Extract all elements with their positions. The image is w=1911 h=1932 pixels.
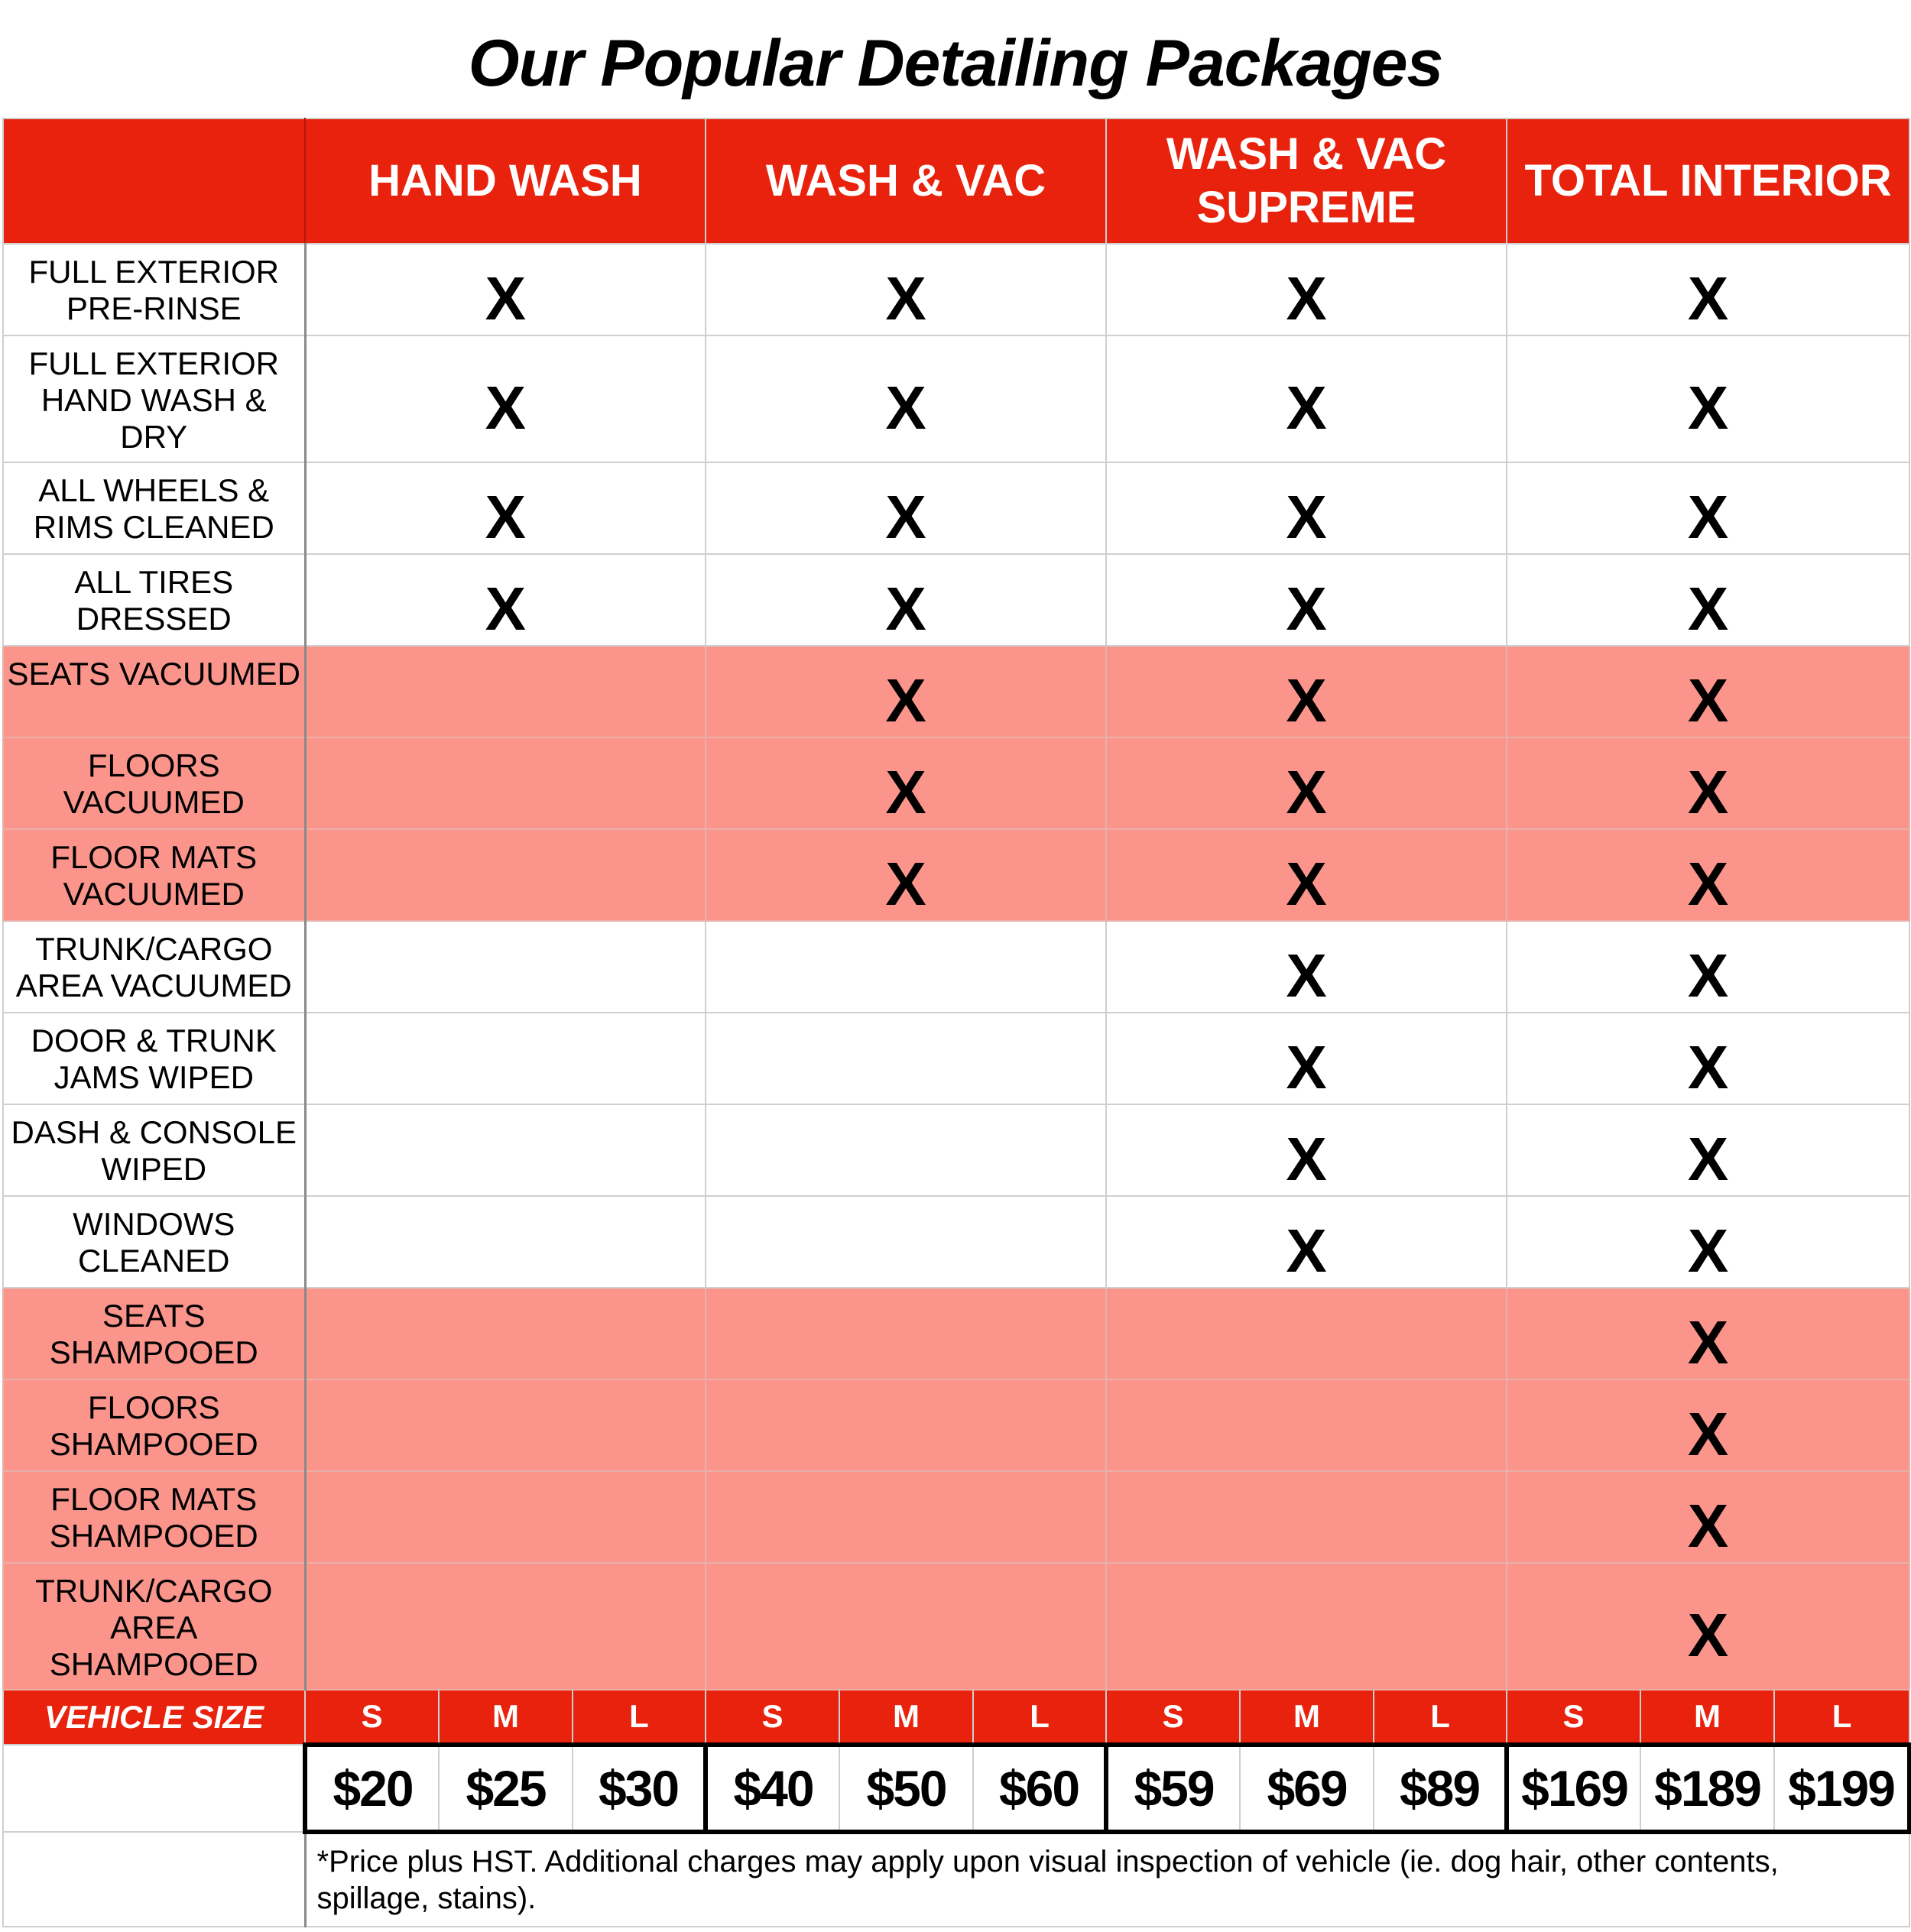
feature-label: FLOORS VACUUMED xyxy=(3,737,305,829)
empty-cell xyxy=(706,1471,1106,1563)
included-mark: X xyxy=(1507,1471,1909,1563)
feature-row xyxy=(3,554,1909,646)
empty-cell xyxy=(305,646,706,737)
size-label: S xyxy=(305,1690,439,1745)
packages-table xyxy=(2,118,1911,1927)
included-mark: X xyxy=(1507,336,1909,462)
empty-cell xyxy=(305,921,706,1013)
feature-row xyxy=(3,462,1909,554)
package-header: TOTAL INTERIOR xyxy=(1507,118,1909,244)
included-mark: X xyxy=(1507,1013,1909,1104)
footnote-spacer xyxy=(3,1832,305,1927)
empty-cell xyxy=(305,829,706,921)
empty-cell xyxy=(706,1196,1106,1288)
feature-label: WINDOWS CLEANED xyxy=(3,1196,305,1288)
included-mark: X xyxy=(1106,336,1507,462)
empty-cell xyxy=(1106,1288,1507,1379)
footnote-row xyxy=(3,1832,1909,1927)
included-mark: X xyxy=(1106,1104,1507,1196)
empty-cell xyxy=(1106,1379,1507,1471)
feature-row xyxy=(3,829,1909,921)
included-mark: X xyxy=(1507,1379,1909,1471)
size-label: S xyxy=(1507,1690,1640,1745)
empty-cell xyxy=(305,1196,706,1288)
included-mark: X xyxy=(1507,737,1909,829)
feature-row xyxy=(3,1104,1909,1196)
included-mark: X xyxy=(1507,829,1909,921)
package-header: HAND WASH xyxy=(305,118,706,244)
feature-label: TRUNK/CARGO AREA SHAMPOOED xyxy=(3,1563,305,1690)
included-mark: X xyxy=(1106,554,1507,646)
feature-label: TRUNK/CARGO AREA VACUUMED xyxy=(3,921,305,1013)
included-mark: X xyxy=(1507,1196,1909,1288)
header-corner-cell xyxy=(3,118,305,244)
included-mark: X xyxy=(1106,646,1507,737)
included-mark: X xyxy=(1507,554,1909,646)
price-cell: $40 xyxy=(706,1745,839,1832)
price-cell: $25 xyxy=(439,1745,573,1832)
empty-cell xyxy=(706,1288,1106,1379)
price-cell: $199 xyxy=(1774,1745,1909,1832)
empty-cell xyxy=(706,1104,1106,1196)
size-label: L xyxy=(1374,1690,1507,1745)
empty-cell xyxy=(706,1379,1106,1471)
included-mark: X xyxy=(305,462,706,554)
feature-label: FLOOR MATS VACUUMED xyxy=(3,829,305,921)
empty-cell xyxy=(1106,1563,1507,1690)
included-mark: X xyxy=(1507,462,1909,554)
feature-label: ALL WHEELS & RIMS CLEANED xyxy=(3,462,305,554)
size-label: S xyxy=(1106,1690,1240,1745)
included-mark: X xyxy=(1507,646,1909,737)
feature-row xyxy=(3,1563,1909,1690)
empty-cell xyxy=(305,1379,706,1471)
feature-label: FULL EXTERIOR PRE-RINSE xyxy=(3,244,305,336)
feature-label: FLOORS SHAMPOOED xyxy=(3,1379,305,1471)
included-mark: X xyxy=(1106,829,1507,921)
feature-row xyxy=(3,1379,1909,1471)
included-mark: X xyxy=(305,554,706,646)
feature-label: DOOR & TRUNK JAMS WIPED xyxy=(3,1013,305,1104)
included-mark: X xyxy=(706,737,1106,829)
empty-cell xyxy=(305,737,706,829)
included-mark: X xyxy=(706,336,1106,462)
price-cell: $59 xyxy=(1106,1745,1240,1832)
empty-cell xyxy=(706,921,1106,1013)
included-mark: X xyxy=(1507,1563,1909,1690)
included-mark: X xyxy=(1507,1288,1909,1379)
package-header: WASH & VAC SUPREME xyxy=(1106,118,1507,244)
price-cell: $50 xyxy=(839,1745,973,1832)
feature-row xyxy=(3,646,1909,737)
empty-cell xyxy=(305,1013,706,1104)
included-mark: X xyxy=(1106,1013,1507,1104)
size-label: M xyxy=(839,1690,973,1745)
size-label: M xyxy=(1240,1690,1374,1745)
feature-label: SEATS VACUUMED xyxy=(3,646,305,737)
feature-label: SEATS SHAMPOOED xyxy=(3,1288,305,1379)
included-mark: X xyxy=(1106,1196,1507,1288)
feature-row xyxy=(3,737,1909,829)
size-label: L xyxy=(1774,1690,1909,1745)
price-row xyxy=(3,1745,1909,1832)
included-mark: X xyxy=(706,646,1106,737)
feature-row xyxy=(3,1013,1909,1104)
price-cell: $30 xyxy=(573,1745,706,1832)
package-header: WASH & VAC xyxy=(706,118,1106,244)
feature-label: DASH & CONSOLE WIPED xyxy=(3,1104,305,1196)
price-cell: $20 xyxy=(305,1745,439,1832)
price-cell: $169 xyxy=(1507,1745,1640,1832)
included-mark: X xyxy=(1106,737,1507,829)
included-mark: X xyxy=(1507,921,1909,1013)
empty-cell xyxy=(305,1471,706,1563)
empty-cell xyxy=(305,1288,706,1379)
empty-cell xyxy=(305,1104,706,1196)
price-cell: $89 xyxy=(1374,1745,1507,1832)
size-label: L xyxy=(573,1690,706,1745)
page-title: Our Popular Detailing Packages xyxy=(468,27,1443,100)
included-mark: X xyxy=(305,336,706,462)
included-mark: X xyxy=(1507,1104,1909,1196)
feature-label: FLOOR MATS SHAMPOOED xyxy=(3,1471,305,1563)
header-row xyxy=(3,118,1909,244)
included-mark: X xyxy=(1106,462,1507,554)
included-mark: X xyxy=(1106,921,1507,1013)
feature-row xyxy=(3,1471,1909,1563)
vehicle-size-label: VEHICLE SIZE xyxy=(3,1690,305,1745)
feature-row xyxy=(3,1288,1909,1379)
included-mark: X xyxy=(706,829,1106,921)
price-cell: $69 xyxy=(1240,1745,1374,1832)
feature-label: FULL EXTERIOR HAND WASH & DRY xyxy=(3,336,305,462)
feature-row xyxy=(3,336,1909,462)
empty-cell xyxy=(1106,1471,1507,1563)
price-row-label xyxy=(3,1745,305,1832)
vehicle-size-row xyxy=(3,1690,1909,1745)
price-cell: $189 xyxy=(1640,1745,1774,1832)
included-mark: X xyxy=(706,244,1106,336)
footnote: *Price plus HST. Additional charges may apply upon visual inspection of vehicle (ie. dog hair, other contents, spillage, stains). xyxy=(305,1832,1909,1927)
included-mark: X xyxy=(706,462,1106,554)
empty-cell xyxy=(706,1563,1106,1690)
included-mark: X xyxy=(1106,244,1507,336)
feature-row xyxy=(3,1196,1909,1288)
empty-cell xyxy=(706,1013,1106,1104)
included-mark: X xyxy=(1507,244,1909,336)
feature-label: ALL TIRES DRESSED xyxy=(3,554,305,646)
empty-cell xyxy=(305,1563,706,1690)
size-label: M xyxy=(1640,1690,1774,1745)
included-mark: X xyxy=(305,244,706,336)
size-label: M xyxy=(439,1690,573,1745)
feature-row xyxy=(3,244,1909,336)
size-label: L xyxy=(973,1690,1106,1745)
feature-row xyxy=(3,921,1909,1013)
price-cell: $60 xyxy=(973,1745,1106,1832)
included-mark: X xyxy=(706,554,1106,646)
size-label: S xyxy=(706,1690,839,1745)
